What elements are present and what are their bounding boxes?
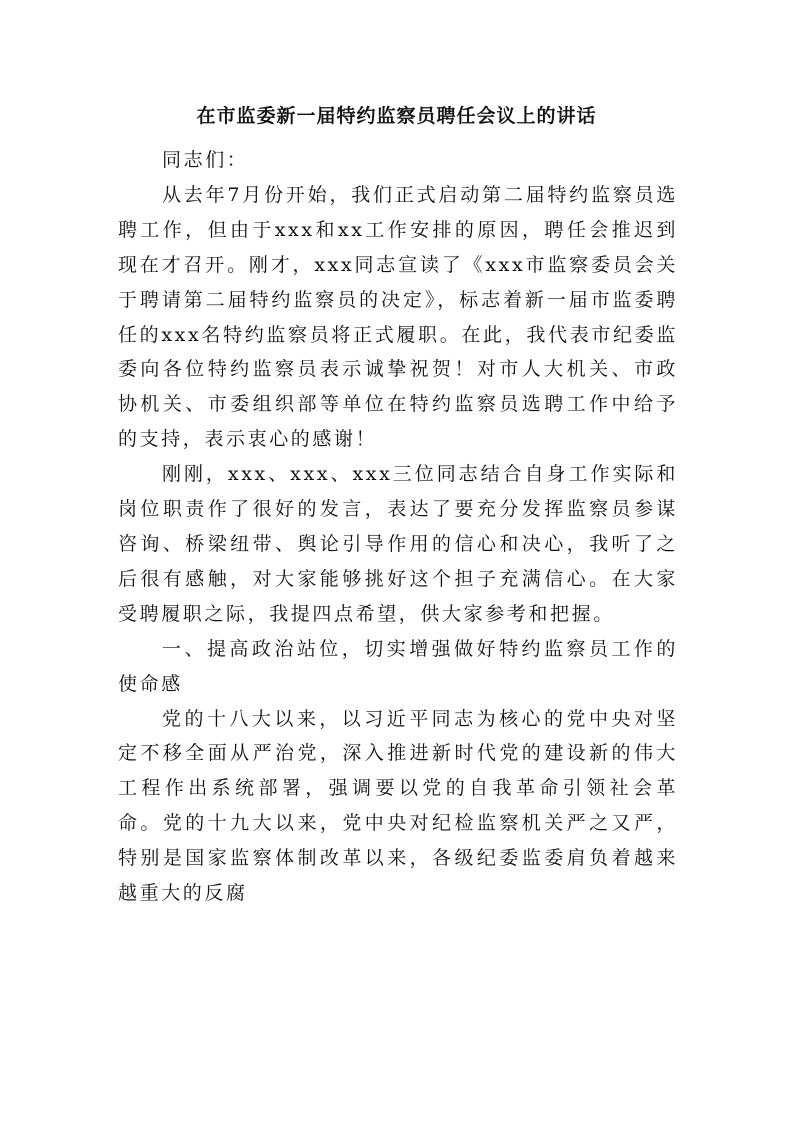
paragraph: 党的十八大以来，以习近平同志为核心的党中央对坚定不移全面从严治党，深入推进新时代党的建设新的伟大工程作出系统部署，强调要以党的自我革命引领社会革命。党的十九大以来，党中央对纪检监察机关严之又严，特别是国家监察体制改革以来，各级纪委监委肩负着越来越重大的反腐 — [118, 707, 678, 905]
section-heading: 一、提高政治站位，切实增强做好特约监察员工作的使命感 — [118, 637, 678, 695]
document-body — [118, 143, 678, 911]
paragraph: 刚刚，xxx、xxx、xxx三位同志结合自身工作实际和岗位职责作了很好的发言，表达了要充分发挥监察员参谋咨询、桥梁纽带、舆论引导作用的信心和决心，我听了之后很有感触，对大家能够挑好这个担子充满信心。在大家受聘履职之际，我提四点希望，供大家参考和把握。 — [118, 463, 678, 625]
paragraph: 从去年7月份开始，我们正式启动第二届特约监察员选聘工作，但由于xxx和xx工作安排的原因，聘任会推迟到现在才召开。刚才，xxx同志宣读了《xxx市监察委员会关于聘请第二届特约监察员的决定》，标志着新一届市监委聘任的xxx名特约监察员将正式履职。在此，我代表市纪委监委向各位特约监察员表示诚挚祝贺！对市人大机关、市政协机关、市委组织部等单位在特约监察员选聘工作中给予的支持，表示衷心的感谢！ — [118, 183, 678, 451]
document-title: 在市监委新一届特约监察员聘任会议上的讲话 — [196, 105, 597, 127]
salutation: 同志们： — [162, 149, 249, 171]
